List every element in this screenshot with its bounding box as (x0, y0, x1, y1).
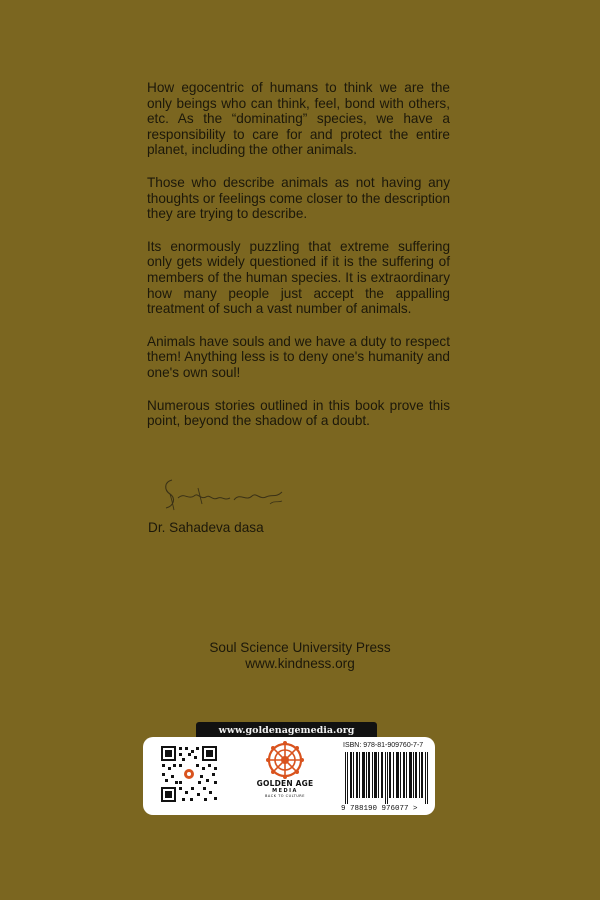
logo-sub: MEDIA (272, 788, 298, 794)
blurb-text (147, 80, 450, 446)
publisher-website: www.kindness.org (245, 656, 355, 671)
isbn-number: ISBN: 978-81-909760-7-7 (343, 742, 424, 749)
qr-code (160, 745, 218, 803)
blurb-paragraph-2: Those who describe animals as not having any thoughts or feelings come closer to the description they are trying to describe. (147, 174, 451, 222)
blurb-paragraph-5: Numerous stories outlined in this book prove this point, beyond the shadow of a doubt. (147, 397, 450, 429)
author-name: Dr. Sahadeva dasa (148, 520, 264, 535)
blurb-paragraph-1: How egocentric of humans to think we are the only beings who can think, feel, bond with others, etc. As the “dominating” species, we have a responsibility to care for and protect the entire planet, including the other animals. (147, 80, 450, 158)
golden-age-media-logo (255, 741, 315, 811)
barcode-panel (143, 737, 435, 815)
publisher-site-bar: www.goldenagemedia.org (196, 722, 377, 739)
wheel-icon (266, 741, 304, 779)
isbn-barcode (341, 742, 433, 814)
logo-tagline: BACK TO CULTURE (265, 794, 305, 798)
blurb-paragraph-3: Its enormously puzzling that extreme suffering only gets widely questioned if it is the suffering of members of the human species. It is extraordinary how many people just accept the appalling treatment of such a vast number of animals. (147, 238, 450, 317)
barcode-image (341, 752, 431, 804)
blurb-paragraph-4: Animals have souls and we have a duty to respect them! Anything less is to deny one's humanity and one's own soul! (147, 333, 450, 380)
logo-name: GOLDEN AGE (256, 779, 314, 788)
author-signature (158, 470, 298, 522)
publisher-info (0, 640, 600, 672)
publisher-name: Soul Science University Press (209, 640, 391, 655)
barcode-digits: 9 788190 976077 > (341, 805, 418, 813)
